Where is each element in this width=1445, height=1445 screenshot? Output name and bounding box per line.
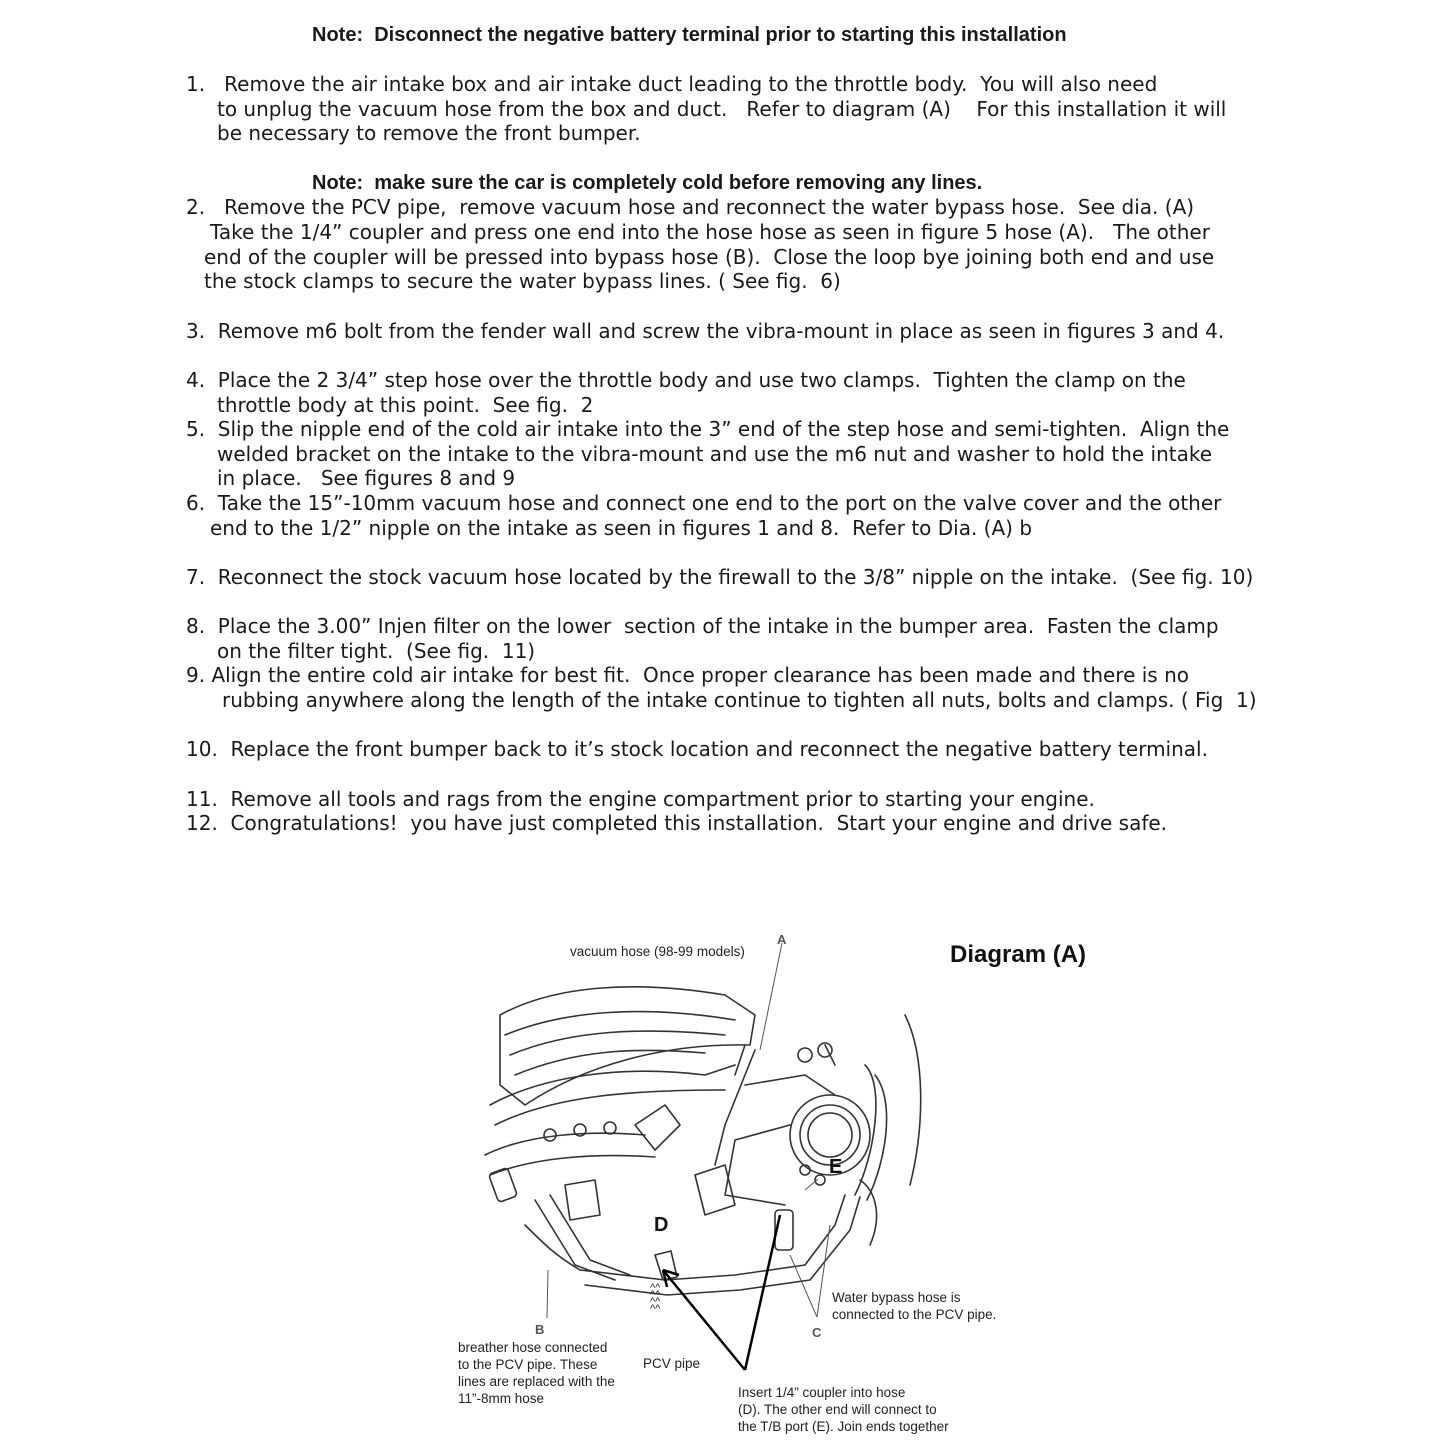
- label-c: C: [812, 1325, 822, 1340]
- step-12: 12. Congratulations! you have just completed this installation. Start your engine and drive safe.: [186, 811, 1168, 835]
- insert-line-1: Insert 1/4” coupler into hose: [738, 1385, 906, 1400]
- breather-line-2: to the PCV pipe. These: [458, 1357, 598, 1372]
- insert-line-3: the T/B port (E). Join ends together: [738, 1419, 949, 1434]
- step-7: 7. Reconnect the stock vacuum hose located by the firewall to the 3/8” nipple on the intake. (See fig. 10): [186, 565, 1254, 589]
- step-8-line-1: 8. Place the 3.00” Injen filter on the lower section of the intake in the bumper area. Fasten the clamp: [186, 614, 1219, 638]
- step-9-line-2: rubbing anywhere along the length of the intake continue to tighten all nuts, bolts and clamps. ( Fig 1): [222, 688, 1257, 712]
- label-a: A: [777, 932, 787, 947]
- label-d: D: [654, 1214, 669, 1236]
- step-5-line-3: in place. See figures 8 and 9: [217, 466, 516, 490]
- step-4-line-1: 4. Place the 2 3/4” step hose over the throttle body and use two clamps. Tighten the clamp on the: [186, 368, 1186, 392]
- step-1-line-2: to unplug the vacuum hose from the box and duct. Refer to diagram (A) For this installation it will: [217, 97, 1227, 121]
- vacuum-hose-label: vacuum hose (98-99 models): [570, 944, 745, 959]
- step-5-line-2: welded bracket on the intake to the vibra-mount and use the m6 nut and washer to hold the intake: [217, 442, 1213, 466]
- note-disconnect-battery: Note: Disconnect the negative battery terminal prior to starting this installation: [312, 24, 1067, 46]
- note-car-cold: Note: make sure the car is completely cold before removing any lines.: [312, 172, 983, 194]
- step-2-line-2: Take the 1/4” coupler and press one end into the hose hose as seen in figure 5 hose (A). The other: [210, 220, 1210, 244]
- step-6-line-1: 6. Take the 15”-10mm vacuum hose and connect one end to the port on the valve cover and the other: [186, 491, 1222, 515]
- step-8-line-2: on the filter tight. (See fig. 11): [217, 639, 536, 663]
- step-5-line-1: 5. Slip the nipple end of the cold air intake into the 3” end of the step hose and semi-tighten. Align the: [186, 417, 1230, 441]
- water-bypass-line-2: connected to the PCV pipe.: [832, 1307, 997, 1322]
- insert-line-2: (D). The other end will connect to: [738, 1402, 937, 1417]
- breather-line-1: breather hose connected: [458, 1340, 608, 1355]
- breather-line-4: 11”-8mm hose: [458, 1391, 545, 1406]
- step-2-line-3: end of the coupler will be pressed into bypass hose (B). Close the loop bye joining both end and use: [204, 245, 1215, 269]
- step-1-line-1: 1. Remove the air intake box and air intake duct leading to the throttle body. You will also need: [186, 72, 1158, 96]
- step-9-line-1: 9. Align the entire cold air intake for best fit. Once proper clearance has been made and there is no: [186, 663, 1189, 687]
- breather-line-3: lines are replaced with the: [458, 1374, 615, 1389]
- label-b: B: [535, 1322, 545, 1337]
- pcv-arrows: ^^^^^^^^: [650, 1282, 661, 1315]
- step-2-line-4: the stock clamps to secure the water bypass lines. ( See fig. 6): [204, 269, 841, 293]
- label-e: E: [829, 1156, 843, 1178]
- diagram-title: Diagram (A): [950, 941, 1087, 968]
- step-1-line-3: be necessary to remove the front bumper.: [217, 121, 641, 145]
- step-2-line-1: 2. Remove the PCV pipe, remove vacuum hose and reconnect the water bypass hose. See dia. (A): [186, 195, 1195, 219]
- step-10: 10. Replace the front bumper back to it’s stock location and reconnect the negative battery terminal.: [186, 737, 1208, 761]
- step-6-line-2: end to the 1/2” nipple on the intake as seen in figures 1 and 8. Refer to Dia. (A) b: [210, 516, 1033, 540]
- pcv-pipe-label: PCV pipe: [643, 1356, 701, 1371]
- water-bypass-line-1: Water bypass hose is: [832, 1290, 961, 1305]
- step-4-line-2: throttle body at this point. See fig. 2: [217, 393, 594, 417]
- step-3: 3. Remove m6 bolt from the fender wall and screw the vibra-mount in place as seen in figures 3 and 4.: [186, 319, 1225, 343]
- step-11: 11. Remove all tools and rags from the engine compartment prior to starting your engine.: [186, 787, 1095, 811]
